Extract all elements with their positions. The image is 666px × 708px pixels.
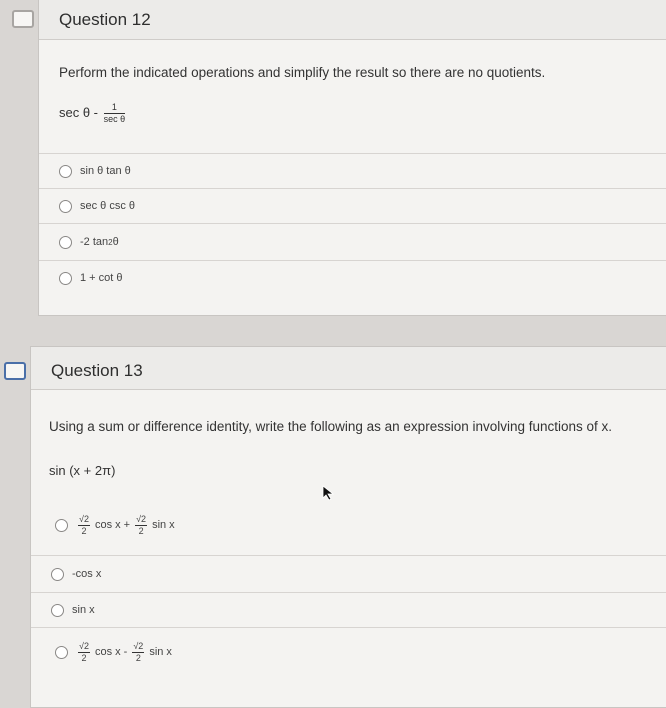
q12-option-2[interactable] (39, 188, 666, 223)
option-label: sin θ tan θ (80, 165, 131, 177)
question-12-title: Question 12 (59, 10, 151, 29)
coefficient-denominator: 2 (81, 652, 87, 663)
question-12-prompt: Perform the indicated operations and simplify the result so there are no quotients. (59, 65, 546, 80)
question-13-title: Question 13 (51, 361, 143, 380)
option-label: -cos x (72, 568, 102, 580)
q13-option-2[interactable] (31, 555, 666, 592)
coefficient-denominator: 2 (135, 652, 141, 663)
q12-option-4[interactable] (39, 260, 666, 295)
radio-button[interactable] (59, 272, 72, 285)
option-label (76, 642, 172, 663)
coefficient-fraction (78, 642, 90, 663)
expr-fraction (104, 103, 126, 124)
coefficient-denominator: 2 (81, 525, 87, 536)
option-label: 1 + cot θ (80, 272, 123, 284)
expr-numerator: 1 (104, 103, 126, 114)
radio-button[interactable] (51, 604, 64, 617)
question-13-header (31, 347, 666, 390)
coefficient-fraction (135, 515, 147, 536)
option-label (80, 236, 119, 248)
coefficient-fraction (132, 642, 144, 663)
question-12-expression (59, 103, 127, 124)
radio-button[interactable] (59, 165, 72, 178)
flag-icon[interactable] (12, 10, 34, 28)
option-middle: cos x + (94, 519, 131, 531)
option-tail: sin x (149, 646, 172, 658)
flag-icon[interactable] (4, 362, 26, 380)
coefficient-numerator: √2 (133, 640, 144, 651)
radio-button[interactable] (59, 200, 72, 213)
option-label-exponent: 2 (108, 237, 113, 247)
question-13-expression: sin (x + 2π) (49, 463, 116, 478)
radio-button[interactable] (55, 646, 68, 659)
radio-button[interactable] (55, 519, 68, 532)
option-label-post: θ (112, 236, 119, 248)
radio-button[interactable] (51, 568, 64, 581)
q12-option-1[interactable] (39, 153, 666, 188)
option-tail: sin x (152, 519, 175, 531)
expr-lhs: sec θ - (59, 104, 99, 120)
option-label: sec θ csc θ (80, 200, 136, 212)
radio-button[interactable] (59, 236, 72, 249)
coefficient-numerator: √2 (79, 640, 89, 651)
question-13-prompt: Using a sum or difference identity, write the following as an expression involving functions of x. (49, 419, 613, 434)
q13-option-1[interactable] (31, 500, 666, 550)
question-12-card (38, 0, 666, 316)
q13-option-3[interactable] (31, 592, 666, 627)
coefficient-fraction (78, 515, 90, 536)
option-label-pre: -2 tan (80, 236, 109, 248)
expr-denominator: sec θ (103, 114, 126, 124)
coefficient-numerator: √2 (136, 513, 147, 524)
question-12-header (39, 0, 666, 40)
q12-option-3[interactable] (39, 223, 666, 260)
coefficient-numerator: √2 (79, 513, 89, 524)
option-middle: cos x - (94, 646, 128, 658)
option-label: sin x (72, 604, 95, 616)
q13-option-4[interactable] (31, 627, 666, 676)
question-13-card (30, 346, 666, 708)
coefficient-denominator: 2 (138, 525, 144, 536)
mouse-cursor-icon (322, 485, 336, 501)
option-label (76, 515, 175, 536)
